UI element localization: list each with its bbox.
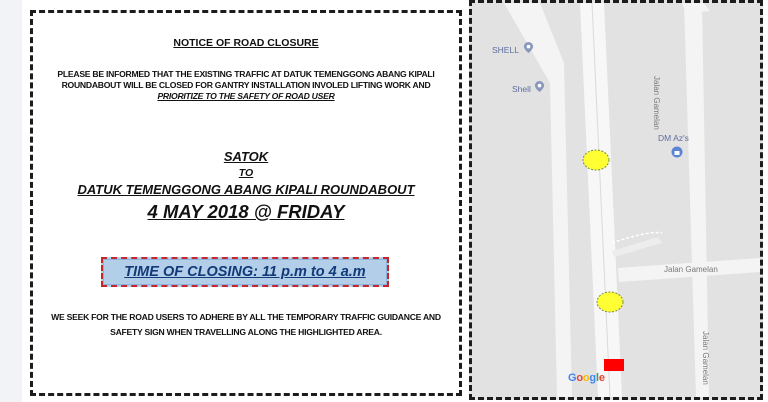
street-label-jalan-gamelan-3: Jalan Gamelan bbox=[701, 331, 710, 385]
google-logo bbox=[568, 372, 605, 384]
shell-pin-icon[interactable] bbox=[534, 81, 545, 92]
notice-paragraph-emphasis: PRIORITIZE TO THE SAFETY OF ROAD USER bbox=[157, 91, 335, 101]
road-map[interactable] bbox=[469, 0, 763, 400]
route-destination: DATUK TEMENGGONG ABANG KIPALI ROUNDABOUT bbox=[77, 182, 415, 197]
closing-time-box bbox=[101, 257, 389, 287]
street-label-jalan-gamelan-1: Jalan Gamelan bbox=[652, 76, 661, 130]
sign-marker-lower bbox=[596, 291, 624, 313]
closure-date: 4 MAY 2018 @ FRIDAY bbox=[147, 201, 345, 222]
poi-label-dm: DM Az's bbox=[658, 133, 689, 143]
shell-pin-icon[interactable] bbox=[523, 42, 534, 53]
notice-paragraph bbox=[37, 69, 455, 102]
street-label-jalan-gamelan-2: Jalan Gamelan bbox=[664, 265, 718, 274]
google-logo-letter: l bbox=[595, 372, 599, 384]
left-margin-strip bbox=[0, 0, 22, 402]
route-to: TO bbox=[238, 167, 254, 179]
shopping-bag-pin-icon[interactable] bbox=[671, 146, 683, 158]
sign-marker-upper bbox=[582, 149, 610, 171]
google-logo-letter: e bbox=[598, 372, 605, 384]
closure-marker bbox=[604, 359, 624, 371]
google-logo-letter: o bbox=[576, 372, 583, 384]
poi-label-shell-lower: Shell bbox=[512, 84, 531, 94]
notice-paragraph-main: PLEASE BE INFORMED THAT THE EXISTING TRAFFIC AT DATUK TEMENGGONG ABANG KIPALI ROUNDABOUT WILL BE CLOSED FOR GANTRY INSTALLATION INVOLED LIFTING WORK AND bbox=[57, 69, 435, 90]
google-logo-letter: G bbox=[568, 372, 577, 384]
notice-footer: WE SEEK FOR THE ROAD USERS TO ADHERE BY ALL THE TEMPORARY TRAFFIC GUIDANCE AND SAFETY SIGN WHEN TRAVELLING ALONG THE HIGHLIGHTED AREA. bbox=[51, 312, 441, 337]
poi-label-shell-upper: SHELL bbox=[492, 45, 519, 55]
route-from: SATOK bbox=[223, 149, 269, 164]
road-closure-notice bbox=[30, 10, 462, 396]
notice-title: NOTICE OF ROAD CLOSURE bbox=[173, 37, 319, 49]
google-logo-letter: g bbox=[589, 372, 596, 384]
google-logo-letter: o bbox=[582, 372, 590, 384]
closing-time-text: TIME OF CLOSING: 11 p.m to 4 a.m bbox=[124, 264, 366, 280]
map-base bbox=[472, 3, 760, 397]
